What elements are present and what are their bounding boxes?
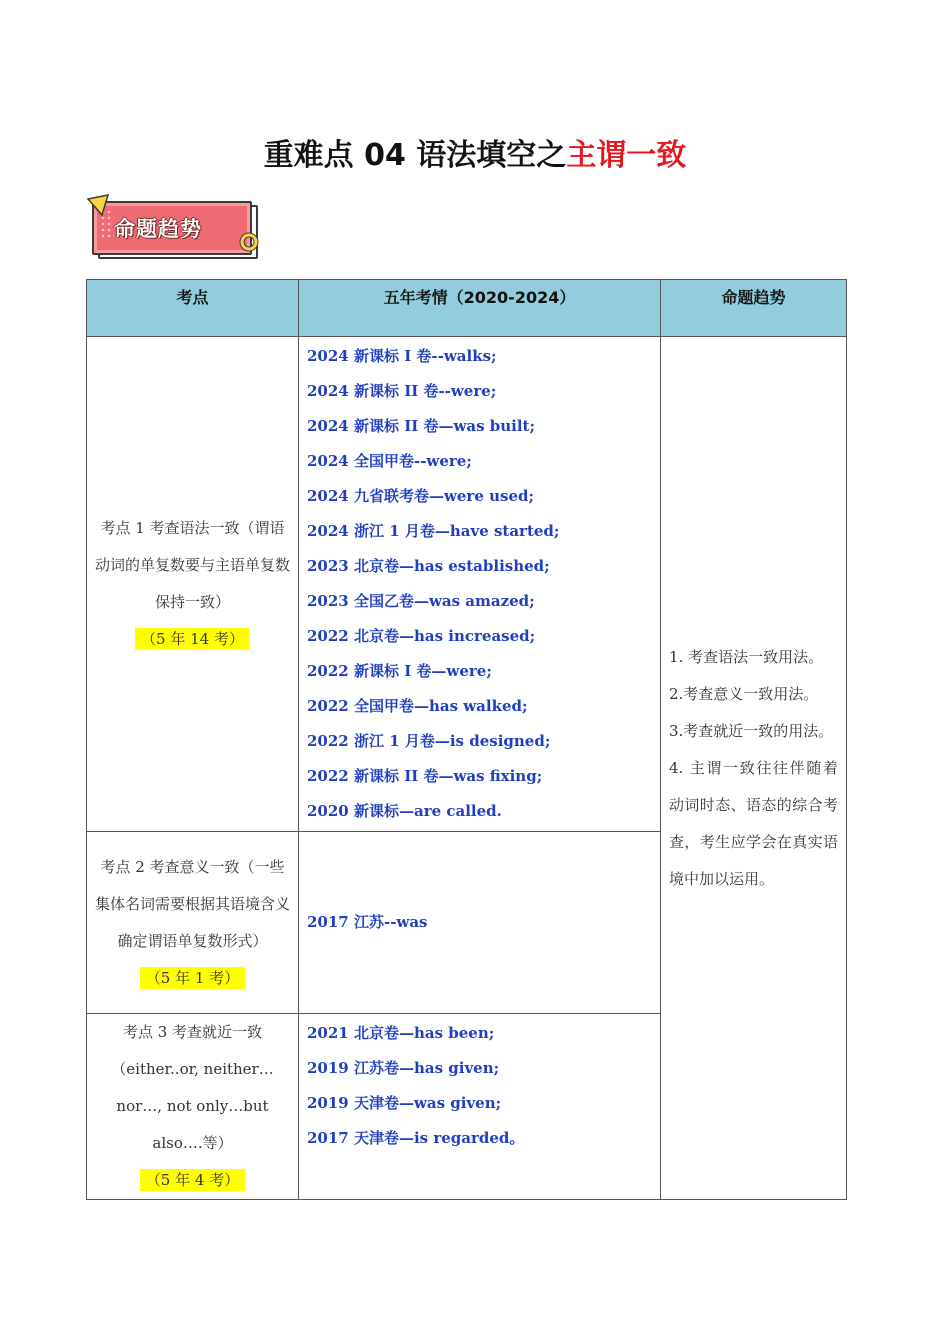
exam-item: 2022 浙江 1 月卷—is designed; [307,732,551,750]
exam-item: 2017 江苏--was [307,913,428,931]
page-title [0,130,950,174]
exam-item: 2024 新课标 II 卷—was built; [307,417,536,435]
exam-item: 2024 九省联考卷—were used; [307,487,535,505]
flag-icon [86,193,112,219]
exam-item: 2023 全国乙卷—was amazed; [307,592,535,610]
section-badge [86,193,266,265]
point-cell [87,832,299,1014]
point-text: 考点 3 考查就近一致（either..or, neither…nor…, not only…but also….等） [111,1023,274,1152]
trend-item: 4. 主谓一致往往伴随着动词时态、语态的综合考查，考生应学会在真实语境中加以运用。 [669,758,838,888]
header-exams: 五年考情（2020-2024） [299,280,661,337]
exam-item: 2024 新课标 II 卷--were; [307,382,497,400]
title-highlight: 主谓一致 [566,138,687,173]
trend-item: 1. 考查语法一致用法。 [669,647,824,666]
point-count: （5 年 1 考） [140,967,245,989]
title-prefix: 重难点 04 语法填空之 [263,138,567,173]
exam-item: 2024 全国甲卷--were; [307,452,472,470]
exam-item: 2021 北京卷—has been; [307,1024,495,1042]
header-point: 考点 [87,280,299,337]
badge-label: 命题趋势 [114,217,202,241]
trend-item: 2.考查意义一致用法。 [669,684,819,703]
ring-icon [238,231,260,253]
exam-item: 2019 江苏卷—has given; [307,1059,500,1077]
point-cell [87,337,299,832]
exam-item: 2020 新课标—are called. [307,802,502,820]
exam-item: 2022 北京卷—has increased; [307,627,536,645]
exam-item: 2023 北京卷—has established; [307,557,550,575]
table-header-row [87,280,847,337]
point-count: （5 年 4 考） [140,1169,245,1191]
trend-item: 3.考查就近一致的用法。 [669,721,834,740]
exam-item: 2022 新课标 I 卷—were; [307,662,492,680]
exam-item: 2022 新课标 II 卷—was fixing; [307,767,543,785]
exam-item: 2019 天津卷—was given; [307,1094,502,1112]
point-cell [87,1014,299,1200]
exams-cell [299,337,661,832]
exam-item: 2024 浙江 1 月卷—have started; [307,522,560,540]
exam-table [86,279,847,1200]
header-trend: 命题趋势 [661,280,847,337]
exams-cell [299,832,661,1014]
exam-item: 2017 天津卷—is regarded。 [307,1129,525,1147]
exams-cell [299,1014,661,1200]
trend-cell [661,337,847,1200]
point-text: 考点 1 考查语法一致（谓语动词的单复数要与主语单复数保持一致） [94,519,290,611]
exam-item: 2022 全国甲卷—has walked; [307,697,528,715]
table-row [87,337,847,832]
point-count: （5 年 14 考） [135,628,250,650]
point-text: 考点 2 考查意义一致（一些集体名词需要根据其语境含义确定谓语单复数形式） [94,857,290,950]
exam-item: 2024 新课标 I 卷--walks; [307,347,497,365]
